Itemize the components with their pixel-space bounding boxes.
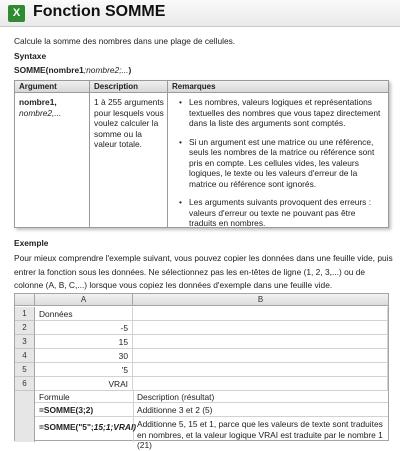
remarks-list <box>177 97 382 237</box>
description-line: 1 à 255 arguments <box>94 97 164 107</box>
sheet-cell[interactable]: 15 <box>35 335 133 349</box>
description-cell <box>94 97 166 150</box>
intro-text: Calcule la somme des nombres dans une plage de cellules. <box>14 36 236 46</box>
description-line: pour lesquels vous <box>94 107 164 118</box>
header-argument: Argument <box>19 82 57 91</box>
sheet-cell[interactable]: '5 <box>35 363 133 377</box>
description-line: valeur totale. <box>94 139 142 149</box>
header-description: Description <box>94 82 139 91</box>
excel-icon: X <box>8 5 25 22</box>
row-header[interactable]: 1 <box>15 307 35 321</box>
column-header-b[interactable]: B <box>133 294 388 306</box>
example-paragraph: Pour mieux comprendre l'exemple suivant, vous pouvez copier les données dans une feuille vide, puis entrer la fonction sous les données. Ne sélectionnez pas les en-têtes de ligne (1, 2, 3,...) ou de colonne (A, B, C,...) lorsque vous copiez les données d'exemple dans une feuille vide. <box>14 253 393 290</box>
row-header[interactable]: 4 <box>15 349 35 363</box>
row-header[interactable]: 5 <box>15 363 35 377</box>
formula-cell[interactable] <box>39 422 136 433</box>
remark-item: • Si un argument est une matrice ou une référence, seuls les nombres de la matrice ou référence sont pris en compte. Les cellules vides, les valeurs logiques, le texte ou les valeurs d'erreur de la matrice ou référence sont ignorés. <box>177 137 382 190</box>
syntax-line <box>14 65 131 75</box>
corner-header <box>15 294 35 306</box>
syntax-arg1: nombre1 <box>48 65 84 75</box>
formula-header-row <box>35 391 388 403</box>
parameter-table <box>14 80 389 228</box>
row-header[interactable]: 6 <box>15 377 35 391</box>
syntax-close: ) <box>128 65 132 75</box>
argument-cell <box>19 97 61 118</box>
table-divider <box>89 81 90 227</box>
row-header-blank <box>15 391 35 442</box>
example-heading: Exemple <box>14 238 49 248</box>
sheet-cell-empty[interactable] <box>133 307 388 321</box>
argument-name-2: nombre2,... <box>19 107 62 118</box>
argument-name-1: nombre1, <box>19 97 57 107</box>
sheet-cell-empty[interactable] <box>133 335 388 349</box>
sheet-cell[interactable]: -5 <box>35 321 133 335</box>
example-spreadsheet <box>14 293 389 450</box>
formula-description[interactable]: Additionne 5, 15 et 1, parce que les valeurs de texte sont traduites en nombres, et la valeur logique VRAI est traduite par le nombre 1 (21) <box>137 419 383 450</box>
sheet-cell-empty[interactable] <box>133 363 388 377</box>
remark-item: • Les nombres, valeurs logiques et représentations textuelles des nombres que vous tapez directement dans la liste des arguments sont comptés. <box>177 97 382 129</box>
syntax-rest: ;nombre2;... <box>83 65 129 75</box>
formula-row[interactable] <box>35 417 388 450</box>
title-bar <box>0 0 400 27</box>
sheet-cell-empty[interactable] <box>133 349 388 363</box>
formula-header: Formule <box>39 392 70 402</box>
sheet-cell-empty[interactable] <box>133 321 388 335</box>
table-divider <box>167 81 168 227</box>
sheet-cell[interactable]: VRAI <box>35 377 133 391</box>
row-header[interactable]: 2 <box>15 321 35 335</box>
description-line: voulez calculer la <box>94 118 159 128</box>
sheet-cell-empty[interactable] <box>133 377 388 391</box>
header-remarks: Remarques <box>172 82 216 91</box>
syntax-heading: Syntaxe <box>14 51 47 61</box>
formula-row[interactable] <box>35 403 388 417</box>
page-title: Fonction SOMME <box>33 3 166 20</box>
description-line: somme ou la <box>94 128 142 139</box>
formula-description[interactable]: Additionne 3 et 2 (5) <box>137 405 213 415</box>
column-header-a[interactable]: A <box>35 294 133 306</box>
sheet-cell[interactable]: 30 <box>35 349 133 363</box>
parameter-table-header <box>15 81 388 93</box>
formula-description-header: Description (résultat) <box>137 392 215 402</box>
row-header[interactable]: 3 <box>15 335 35 349</box>
formula-block <box>35 391 388 450</box>
syntax-func: SOMME( <box>14 65 49 75</box>
formula-cell[interactable]: =SOMME(3;2) <box>39 405 94 415</box>
remark-item: • Les arguments suivants provoquent des erreurs : valeurs d'erreur ou texte ne pouvant pas être traduits en nombres. <box>177 197 382 229</box>
formula-italic: 15;1;VRAI) <box>93 422 137 432</box>
sheet-cell[interactable]: Données <box>35 307 133 321</box>
formula-prefix: =SOMME("5"; <box>39 422 94 432</box>
